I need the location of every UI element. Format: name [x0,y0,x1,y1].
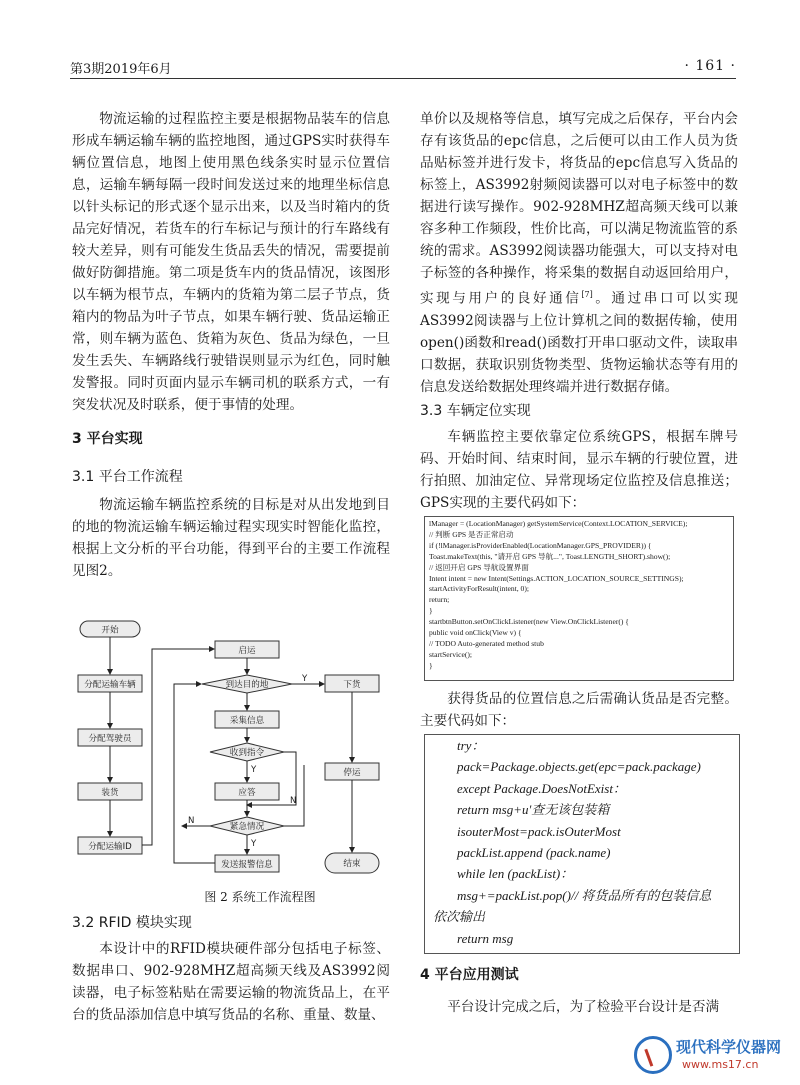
package-code-line: while len (packList)： [457,866,574,882]
gps-code-line: if (!lManager.isProviderEnabled(LocationManager.GPS_PROVIDER)) { [429,540,652,550]
page-header [70,56,736,79]
yes-label-emergency: Y [251,839,257,849]
journal-issue: 第3期2019年6月 [70,62,172,77]
section-heading-3-1: 3.1 平台工作流程 [72,469,183,485]
watermark-logo-icon [634,1036,672,1074]
label-assign-vehicle: 分配运输车辆 [84,680,136,690]
gps-code-block [424,516,734,681]
package-code-line: 依次输出 [433,909,486,925]
yes-label-arrive: Y [302,674,308,684]
watermark-name: 现代科学仪器网 [676,1038,782,1056]
section-heading-3-3: 3.3 车辆定位实现 [420,402,531,419]
gps-code-line: // TODO Auto-generated method stub [429,638,544,648]
no-label-recv: N [290,796,297,806]
label-unload: 下货 [343,680,361,690]
label-collect: 采集信息 [229,716,265,726]
no-label-emergency: N [188,816,195,826]
section-heading-4: 4 平台应用测试 [420,967,519,983]
page-number: · 161 · [684,58,736,74]
workflow-flowchart [70,615,402,885]
package-code-line: return msg+u'查无该包装箱 [457,802,610,818]
left-column-bottom [72,912,390,1026]
gps-code-line: return; [429,595,450,605]
citation-7: [7] [581,290,593,299]
gps-code-line: Intent intent = new Intent(Settings.ACTION_LOCATION_SOURCE_SETTINGS); [429,573,684,583]
right-column [420,108,738,514]
gps-code-line: lManager = (LocationManager) getSystemService(Context.LOCATION_SERVICE); [429,519,688,528]
label-stop: 停运 [343,768,361,778]
right-paragraph-1-tail: 。通过串口可以实现AS3992阅读器与上位计算机之间的数据传输，使用open()函数和read()函数打开串口驱动文件，读取串口数据，获取识别货物类型、货物运输状态等有用的信息发送给数据处理终端并进行数据存储。 [420,290,739,395]
label-depart: 启运 [238,646,256,656]
left-column [72,108,390,582]
gps-code-line: } [429,660,433,670]
label-loading: 装货 [101,788,119,798]
label-arrive: 到达目的地 [225,680,269,690]
right-paragraph-1 [420,108,738,398]
figure-caption: 图 2 系统工作流程图 [204,890,316,904]
right-paragraph-3: 获得货品的位置信息之后需确认货品是否完整。主要代码如下： [420,691,738,729]
right-paragraph-4: 平台设计完成之后，为了检验平台设计是否满 [447,999,720,1015]
label-send-alarm: 发送报警信息 [221,860,273,870]
label-recv-cmd: 收到指令 [229,748,265,758]
right-paragraph-2: 车辆监控主要依靠定位系统GPS，根据车牌号码、开始时间、结束时间，显示车辆的行驶位置，进行拍照、加油定位、异常现场定位监控及信息推送；GPS实现的主要代码如下： [420,428,738,511]
label-end: 结束 [343,859,361,869]
package-code-line: except Package.DoesNotExist： [457,780,626,796]
gps-code-line: // 判断 GPS 是否正常启动 [429,529,514,539]
gps-code-line: startService(); [429,649,473,659]
gps-code-line: startbtnButton.setOnClickListener(new View.OnClickListener() { [429,617,629,627]
gps-code-line: Toast.makeText(this, "请开启 GPS 导航...", Toast.LENGTH_SHORT).show(); [429,551,671,561]
gps-code-line: public void onClick(View v) { [429,628,522,638]
left-paragraph-3: 本设计中的RFID模块硬件部分包括电子标签、数据串口、902-928MHZ超高频天线及AS3992阅读器，电子标签粘贴在需要运输的物流货品上，在平台的货品添加信息中填写货品的名称、重量、数量、 [72,941,390,1023]
right-paragraph-1-text: 单价以及规格等信息，填写完成之后保存，平台内会存有该货品的epc信息，之后便可以由工作人员为货品贴标签并进行发卡，将货品的epc信息写入货品的标签上，AS3992射频阅读器可以对电子标签中的数据进行读写操作。902-928MHZ超高频天线可以兼容多种工作频段，性价比高，可以满足物流监管的系统的需求。AS3992阅读器功能强大，可以支持对电子标签的各种操作，将采集的数据自动返回给用户，实现与用户的良好通信 [420,111,738,307]
label-assign-driver: 分配驾驶员 [88,734,132,744]
package-code-line: try： [457,738,485,753]
section-heading-3: 3 平台实现 [72,431,143,447]
gps-code-line: startActivityForResult(intent, 0); [429,584,529,594]
label-assign-id: 分配运输ID [88,842,132,852]
site-watermark [632,1032,792,1082]
gps-code-line: } [429,606,433,616]
package-code-line: packList.append (pack.name) [457,845,611,861]
label-emergency: 紧急情况 [229,822,265,832]
label-start: 开始 [101,625,119,636]
section-heading-3-2: 3.2 RFID 模块实现 [72,915,192,931]
watermark-url: www.ms17.cn [682,1058,759,1071]
package-code-line: return msg [457,930,514,946]
gps-code-line: // 返回开启 GPS 导航设置界面 [429,562,529,572]
left-paragraph-2: 物流运输车辆监控系统的目标是对从出发地到目的地的物流运输车辆运输过程实现实时智能化监控，根据上文分析的平台功能，得到平台的主要工作流程见图2。 [72,497,390,579]
package-code-line: msg+=packList.pop()// 将货品所有的包装信息 [457,887,712,903]
left-paragraph-1: 物流运输的过程监控主要是根据物品装车的信息形成车辆运输车辆的监控地图，通过GPS实时获得车辆位置信息，地图上使用黑色线条实时显示位置信息，运输车辆每隔一段时间发送过来的地理坐标信息以针头标记的形式逐个显示出来，以及当时箱内的货品完好情况，若货车的行车标记与预计的行车路线有较大差异，则有可能发生货品丢失的情况，需要提前做好防御措施。第二项是货车内的货品情况，该图形以车辆为根节点，车辆内的货箱为第二层子节点，货箱内的物品为叶子节点，如果车辆行驶、货品运输正常，则车辆为蓝色、货箱为灰色、货品为绿色，一旦发生丢失、车辆路线行驶错误则显示为红色，同时触发警报。同时页面内显示车辆司机的联系方式，一有突发状况及时联系，便于事情的处理。 [72,111,390,413]
label-reply: 应答 [238,788,256,798]
package-code-line: pack=Package.objects.get(epc=pack.package) [457,759,701,775]
yes-label-recv: Y [251,765,257,775]
package-code-block [424,734,740,954]
package-code-line: isouterMost=pack.isOuterMost [457,823,621,839]
